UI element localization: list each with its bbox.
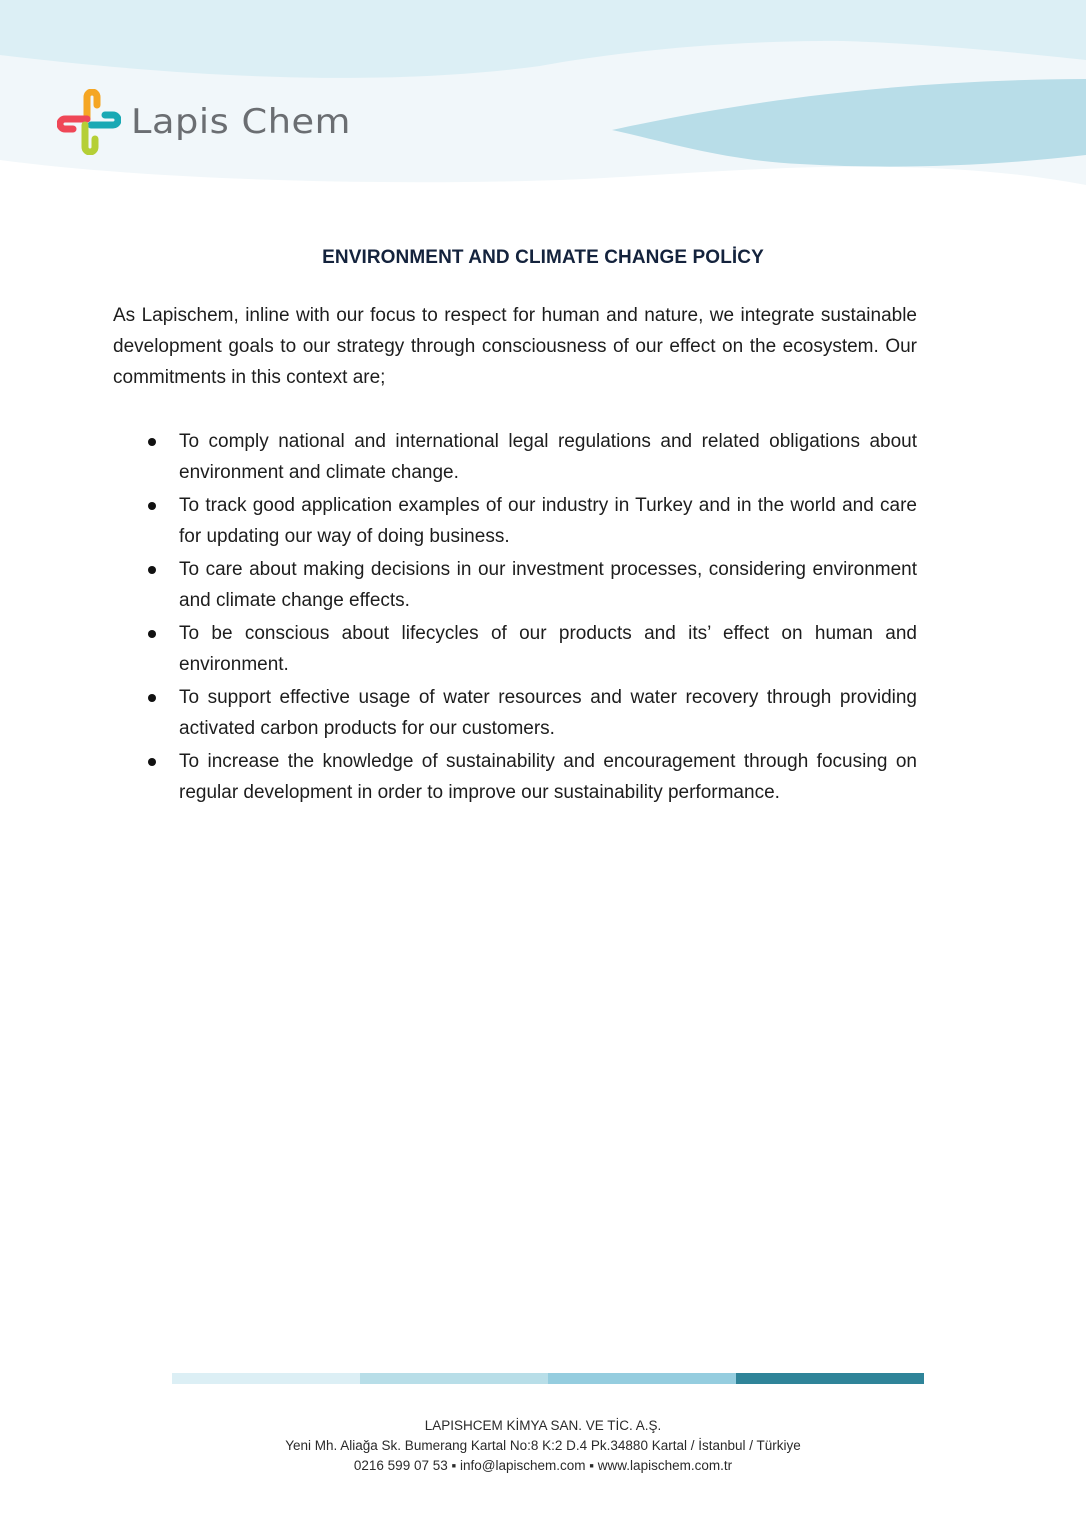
commitment-item: To be conscious about lifecycles of our products and its’ effect on human and environment.	[113, 618, 917, 680]
bullet-icon	[148, 630, 156, 638]
bullet-icon	[148, 758, 156, 766]
bullet-icon	[148, 694, 156, 702]
footer-color-bar	[172, 1373, 924, 1384]
commitment-item: To comply national and international legal regulations and related obligations about environment and climate change.	[113, 426, 917, 488]
commitment-item: To track good application examples of our industry in Turkey and in the world and care for updating our way of doing business.	[113, 490, 917, 552]
footer-bar-segment	[548, 1373, 736, 1384]
intro-paragraph: As Lapischem, inline with our focus to respect for human and nature, we integrate sustainable development goals to our strategy through consciousness of our effect on the ecosystem. Our commitments in this context are;	[113, 305, 917, 388]
footer-contact-info: 0216 599 07 53 ▪ info@lapischem.com ▪ www.lapischem.com.tr	[353, 1458, 733, 1473]
commitment-item: To increase the knowledge of sustainability and encouragement through focusing on regular development in order to improve our sustainability performance.	[113, 746, 917, 808]
bullet-icon	[148, 502, 156, 510]
logo-wordmark: Lapis Chem	[131, 102, 351, 142]
document-title: ENVIRONMENT AND CLIMATE CHANGE POLİCY	[322, 247, 764, 268]
footer-address: Yeni Mh. Aliağa Sk. Bumerang Kartal No:8 K:2 D.4 Pk.34880 Kartal / İstanbul / Türkiye	[285, 1438, 801, 1453]
footer-bar-segment	[172, 1373, 360, 1384]
commitment-item: To care about making decisions in our investment processes, considering environment and climate change effects.	[113, 554, 917, 616]
footer-contact-block	[0, 1416, 1086, 1476]
company-logo	[57, 89, 351, 155]
bullet-icon	[148, 566, 156, 574]
lapis-chem-logo-icon	[57, 89, 121, 155]
footer-bar-segment	[736, 1373, 924, 1384]
footer-company-name: LAPISHCEM KİMYA SAN. VE TİC. A.Ş.	[424, 1418, 662, 1433]
commitments-list	[113, 426, 917, 810]
footer-bar-segment	[360, 1373, 548, 1384]
bullet-icon	[148, 438, 156, 446]
commitment-item: To support effective usage of water resources and water recovery through providing activated carbon products for our customers.	[113, 682, 917, 744]
